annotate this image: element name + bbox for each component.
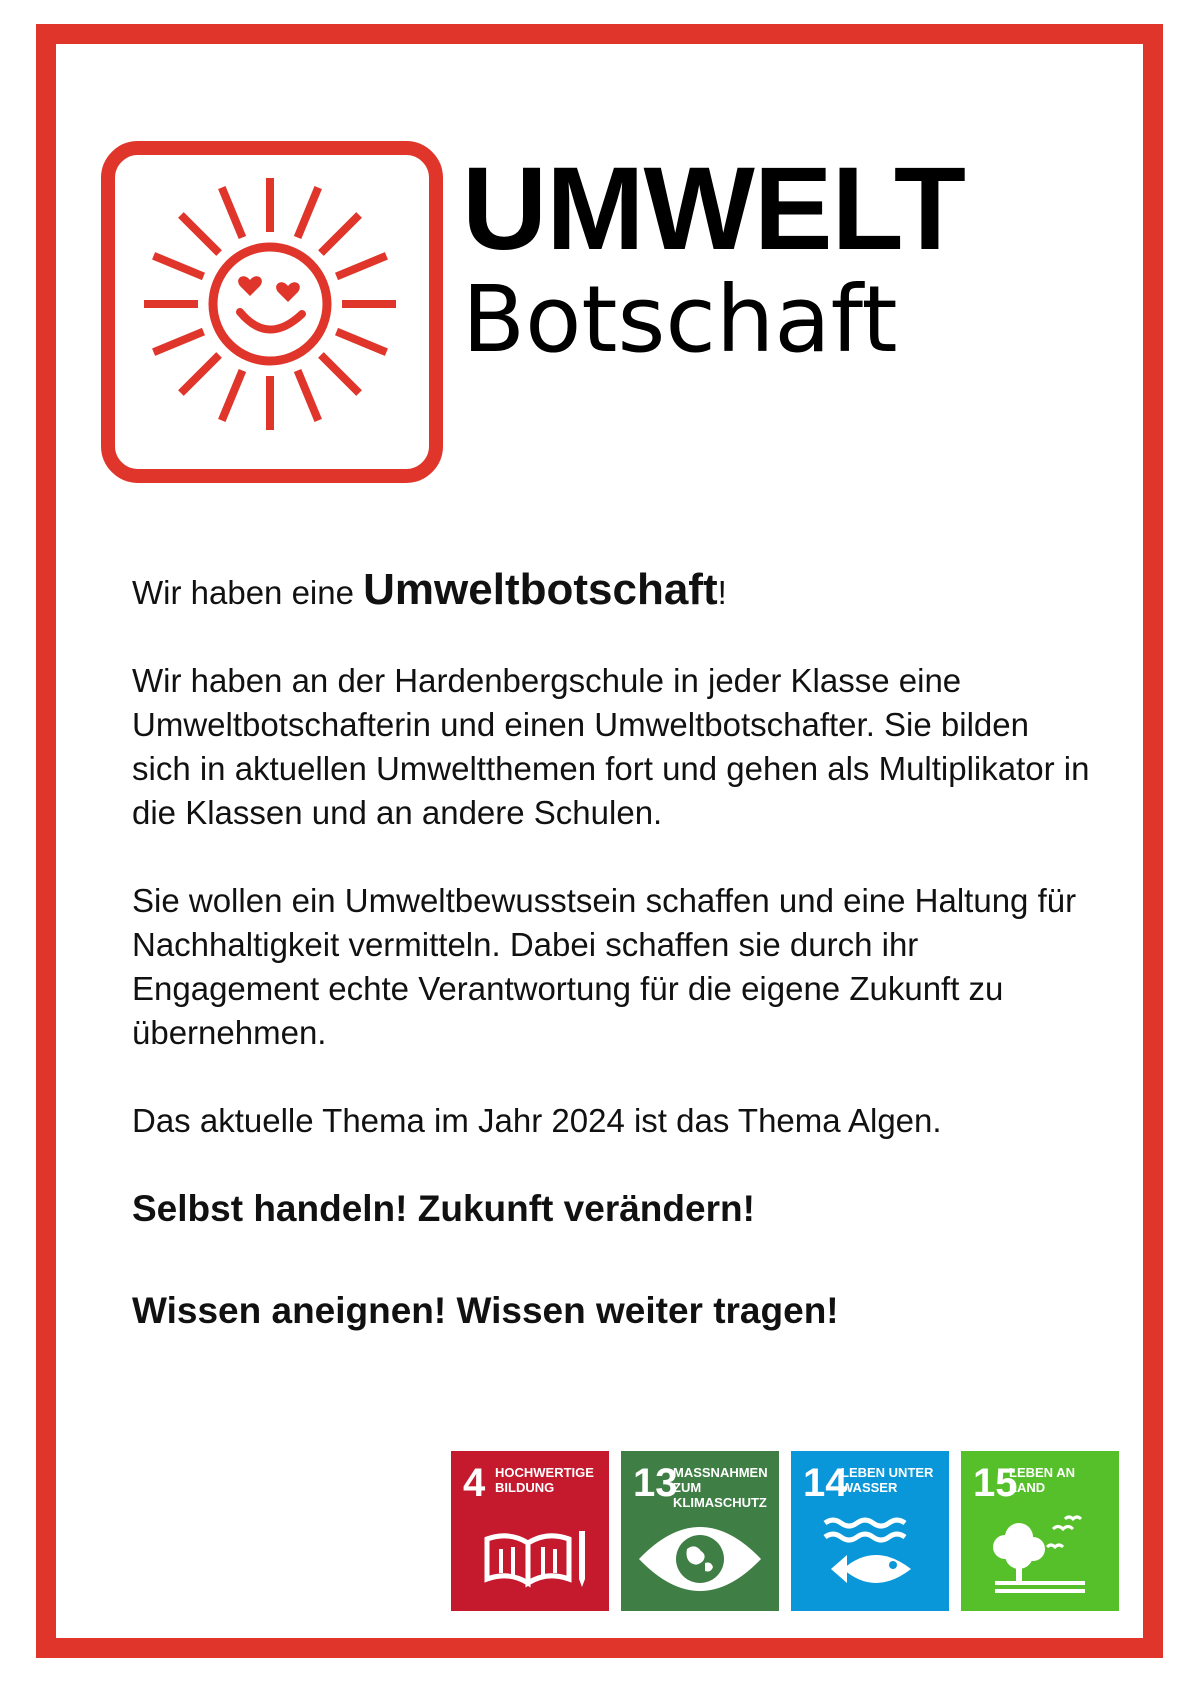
sdg-number: 14 <box>803 1461 848 1505</box>
smiling-sun-icon <box>100 140 444 484</box>
intro-line <box>132 565 1092 615</box>
sdg-tile-13 <box>621 1451 779 1611</box>
sdg-label: MASSNAHMEN ZUM KLIMASCHUTZ <box>673 1465 768 1510</box>
sun-ray <box>337 332 387 353</box>
sdg-number: 4 <box>463 1461 486 1505</box>
paragraph-1: Wir haben an der Hardenbergschule in jeder Klasse eine Umweltbotschafterin und einen Umweltbotschafter. Sie bilden sich in aktuellen Umweltthemen fort und gehen als Multiplikator in die Klassen und an andere Schulen. <box>132 662 1090 831</box>
sun-ray <box>222 188 243 238</box>
sdg-number: 15 <box>973 1461 1018 1505</box>
sun-ray <box>321 215 359 253</box>
sun-ray <box>298 371 319 421</box>
intro-prefix: Wir haben eine <box>132 574 364 611</box>
intro-suffix: ! <box>717 574 727 611</box>
sun-ray <box>337 256 387 277</box>
book-pencil-icon <box>451 1451 609 1611</box>
sun-ray <box>222 371 243 421</box>
sun-ray <box>298 188 319 238</box>
sdg-tile-4 <box>451 1451 609 1611</box>
sdg-label: HOCHWERTIGE BILDUNG <box>495 1465 594 1495</box>
slogan-2: Wissen aneignen! Wissen weiter tragen! <box>132 1290 839 1331</box>
page-subtitle: Botschaft <box>462 266 898 373</box>
eye-globe-icon <box>621 1451 779 1611</box>
sun-ray <box>154 332 204 353</box>
slogan-1: Selbst handeln! Zukunft verändern! <box>132 1188 755 1229</box>
sdg-label: LEBEN UNTER WASSER <box>841 1465 934 1495</box>
fish-waves-icon <box>791 1451 949 1611</box>
sdg-tile-15 <box>961 1451 1119 1611</box>
sdg-goals <box>451 1451 1119 1611</box>
sun-ray <box>321 355 359 393</box>
tree-birds-icon <box>961 1451 1119 1611</box>
paragraph-3: Das aktuelle Thema im Jahr 2024 ist das Thema Algen. <box>132 1102 942 1139</box>
page-title: UMWELT <box>462 143 965 275</box>
sdg-tile-14 <box>791 1451 949 1611</box>
sun-ray <box>181 355 219 393</box>
main-content <box>132 565 1092 1391</box>
sun-ray <box>181 215 219 253</box>
intro-bold: Umweltbotschaft <box>363 565 718 614</box>
title-block <box>462 143 965 373</box>
sun-ray <box>154 256 204 277</box>
paragraph-2: Sie wollen ein Umweltbewusstsein schaffen und eine Haltung für Nachhaltigkeit vermitteln. Dabei schaffen sie durch ihr Engagement echte Verantwortung für die eigene Zukunft zu übernehmen. <box>132 882 1077 1051</box>
sdg-label: LEBEN AN LAND <box>1009 1465 1075 1495</box>
sdg-number: 13 <box>633 1461 678 1505</box>
